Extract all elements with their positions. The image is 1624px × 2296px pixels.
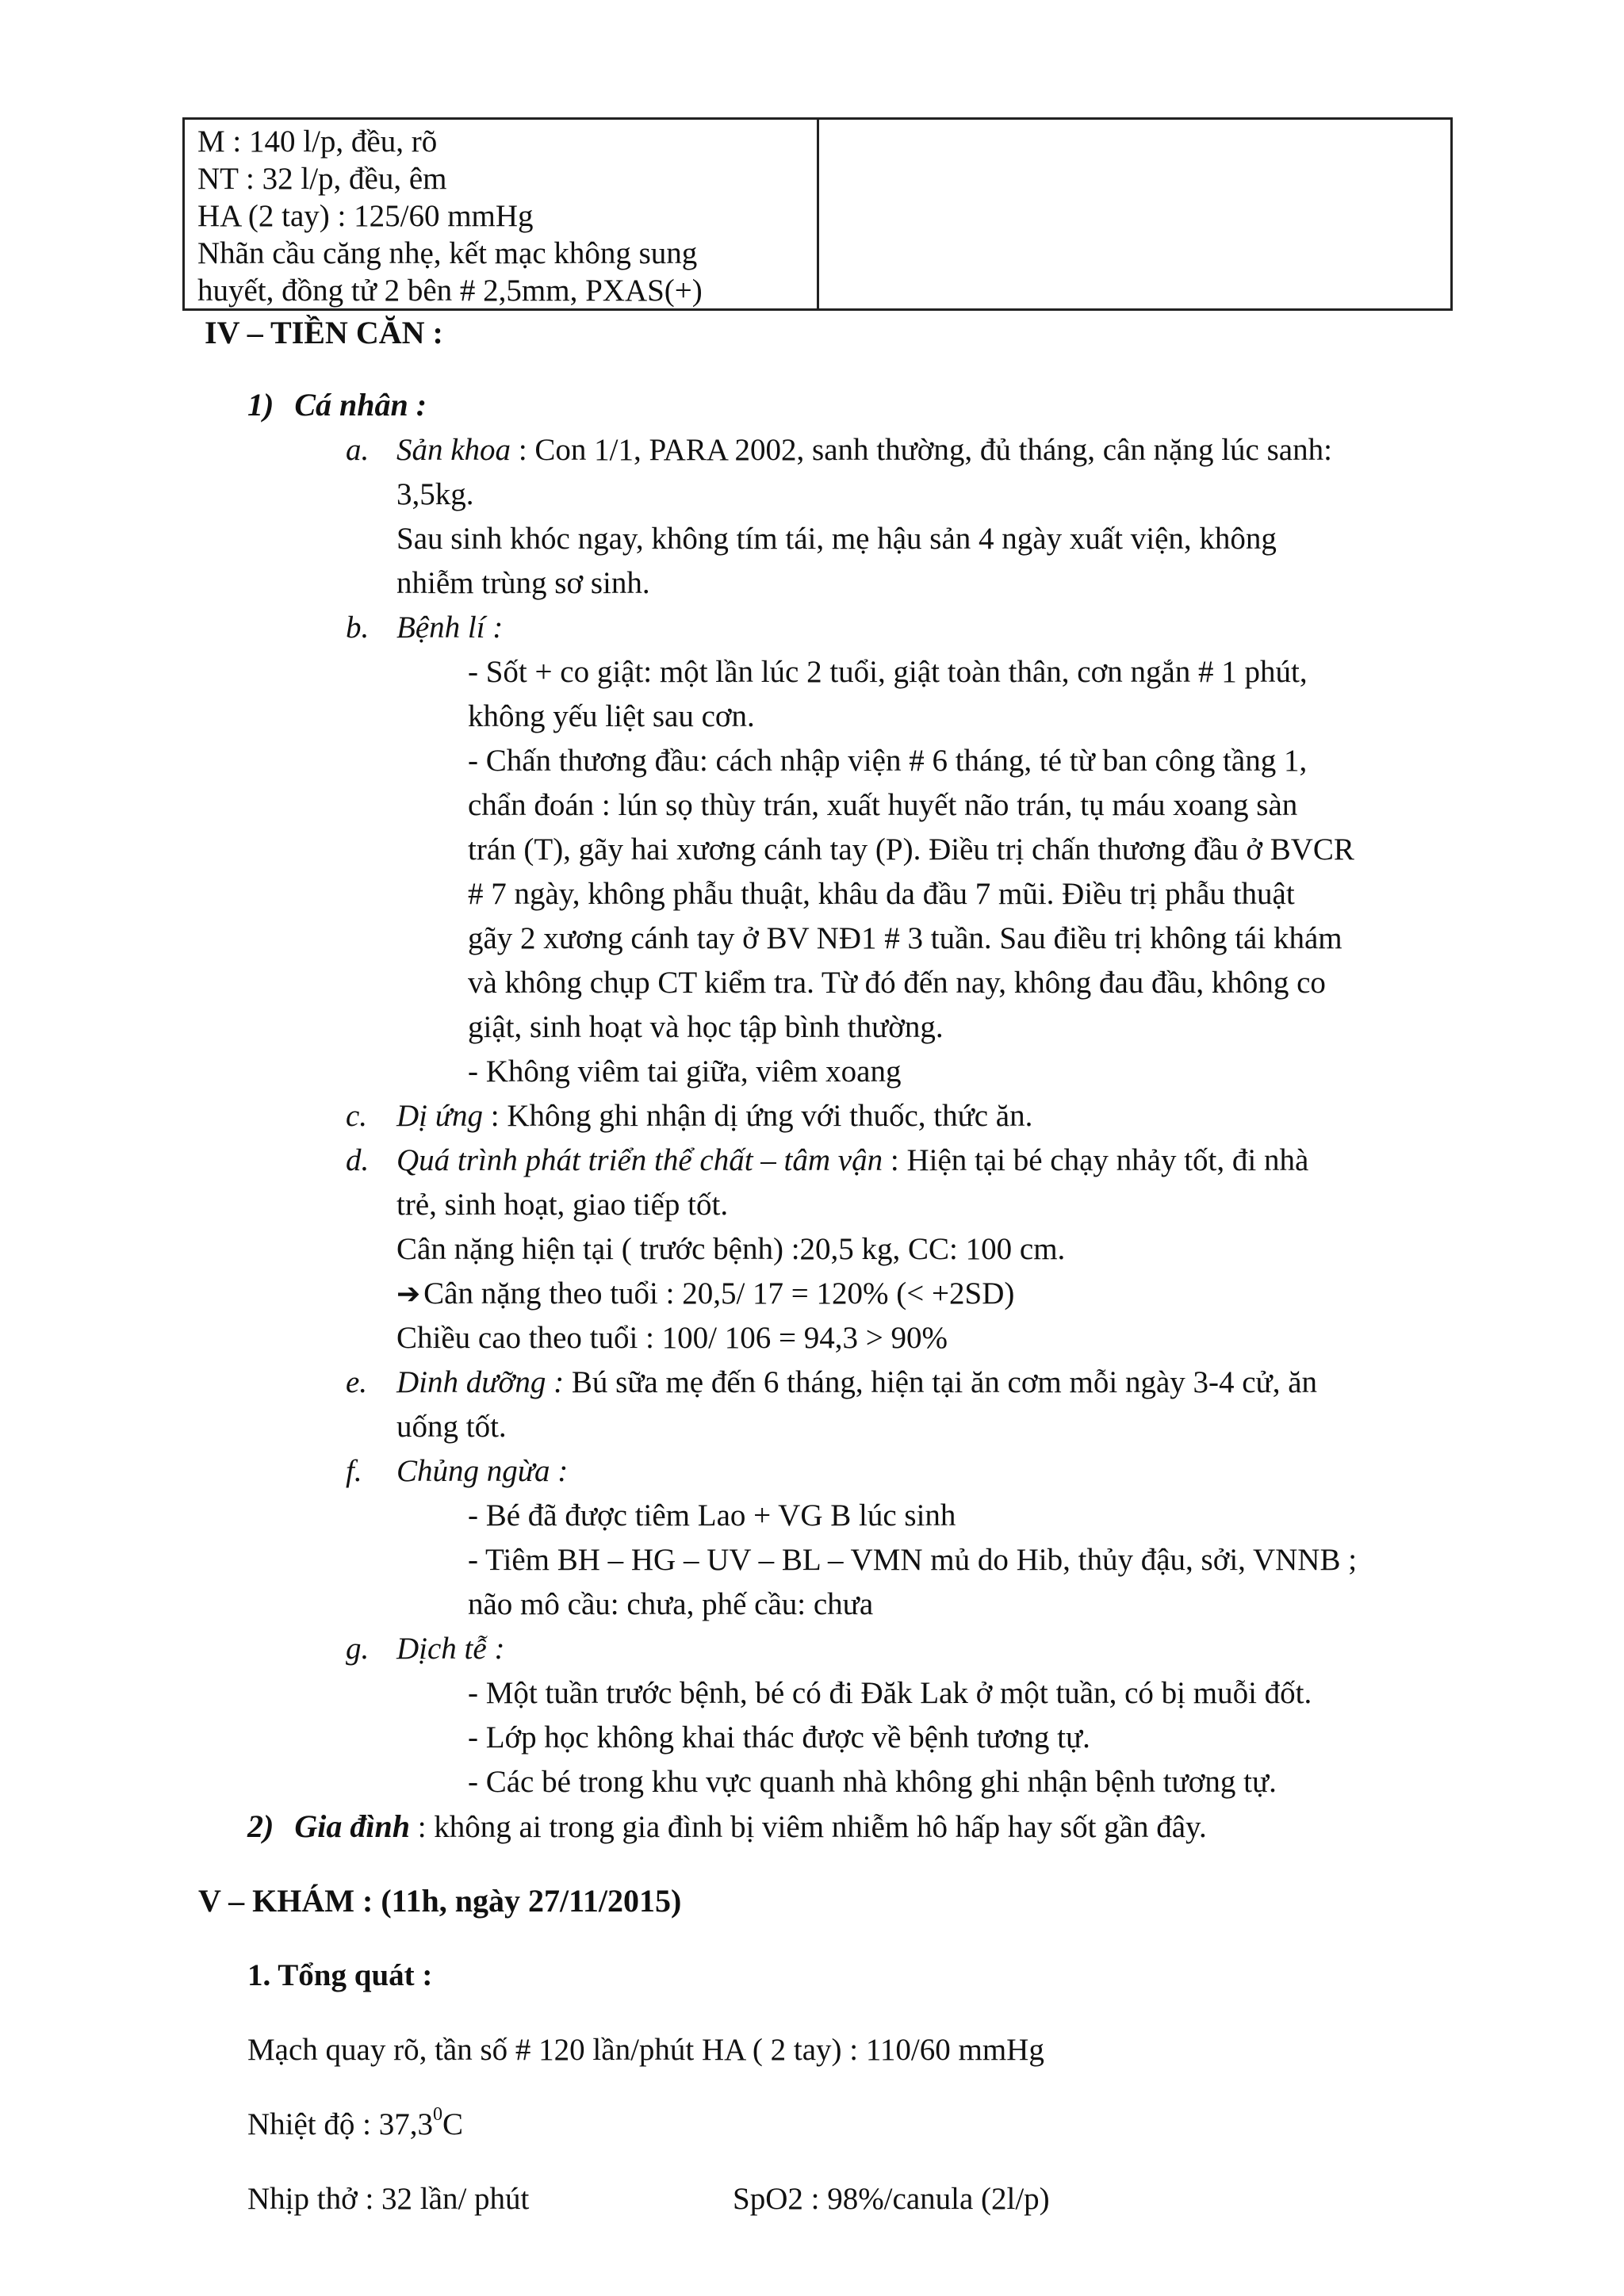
item-a-line: nhiễm trùng sơ sinh. bbox=[396, 566, 650, 600]
item-d-text: : Hiện tại bé chạy nhảy tốt, đi nhà bbox=[883, 1143, 1309, 1177]
vitals-line: NT : 32 l/p, đều, êm bbox=[197, 162, 447, 196]
vitals-cell-right bbox=[819, 120, 1450, 308]
item-g-line: - Lớp học không khai thác được về bệnh tương tự. bbox=[468, 1720, 1090, 1755]
item-e-marker: e. bbox=[346, 1365, 368, 1399]
family-text: : không ai trong gia đình bị viêm nhiễm hô hấp hay sốt gần đây. bbox=[409, 1810, 1207, 1844]
personal-number: 1) bbox=[247, 387, 274, 423]
section-v-heading: V – KHÁM : (11h, ngày 27/11/2015) bbox=[198, 1883, 682, 1919]
family-title: Gia đình bbox=[294, 1808, 410, 1844]
temp-unit: C bbox=[442, 2107, 463, 2141]
item-d-line: trẻ, sinh hoạt, giao tiếp tốt. bbox=[396, 1188, 729, 1222]
item-d-marker: d. bbox=[346, 1143, 370, 1177]
item-d-line: Chiều cao theo tuổi : 100/ 106 = 94,3 > 90% bbox=[396, 1321, 948, 1355]
item-f-marker: f. bbox=[346, 1454, 362, 1488]
item-e-text: Bú sữa mẹ đến 6 tháng, hiện tại ăn cơm mỗi ngày 3-4 cử, ăn bbox=[564, 1365, 1317, 1399]
item-d-first-line bbox=[396, 1138, 1308, 1183]
item-b-line: - Không viêm tai giữa, viêm xoang bbox=[468, 1054, 902, 1089]
item-b-line: không yếu liệt sau cơn. bbox=[468, 699, 755, 733]
item-f-line: - Bé đã được tiêm Lao + VG B lúc sinh bbox=[468, 1498, 956, 1533]
respiration-line: Nhịp thở : 32 lần/ phút bbox=[247, 2182, 530, 2216]
item-a-label: Sản khoa bbox=[396, 433, 511, 467]
item-g-label: Dịch tễ : bbox=[396, 1632, 505, 1666]
spo2-line: SpO2 : 98%/canula (2l/p) bbox=[733, 2182, 1050, 2216]
family-number: 2) bbox=[247, 1808, 274, 1844]
item-c-line bbox=[396, 1094, 1032, 1138]
arrow-right-icon: ➔ bbox=[396, 1278, 421, 1311]
temp-degree: 0 bbox=[432, 2104, 442, 2125]
item-d-arrow-line bbox=[396, 1272, 1014, 1317]
item-a-line: Sau sinh khóc ngay, không tím tái, mẹ hậu sản 4 ngày xuất viện, không bbox=[396, 522, 1277, 556]
item-d-label: Quá trình phát triển thể chất – tâm vận bbox=[396, 1143, 883, 1177]
item-b-line: - Sốt + co giật: một lần lúc 2 tuổi, giật toàn thân, cơn ngắn # 1 phút, bbox=[468, 655, 1308, 689]
item-g-line: - Một tuần trước bệnh, bé có đi Đăk Lak ở một tuần, có bị muỗi đốt. bbox=[468, 1676, 1312, 1710]
item-b-line: và không chụp CT kiểm tra. Từ đó đến nay, không đau đầu, không co bbox=[468, 966, 1326, 1000]
item-b-line: giật, sinh hoạt và học tập bình thường. bbox=[468, 1010, 944, 1044]
item-b-line: # 7 ngày, không phẫu thuật, khâu da đầu 7 mũi. Điều trị phẫu thuật bbox=[468, 877, 1295, 911]
personal-title: Cá nhân : bbox=[294, 387, 427, 423]
vitals-table bbox=[182, 117, 1453, 311]
item-d-line: Cân nặng hiện tại ( trước bệnh) :20,5 kg, CC: 100 cm. bbox=[396, 1232, 1066, 1266]
item-a-marker: a. bbox=[346, 433, 370, 467]
family-line bbox=[247, 1804, 1207, 1850]
item-c-marker: c. bbox=[346, 1099, 368, 1133]
item-b-line: chẩn đoán : lún sọ thùy trán, xuất huyết não trán, tụ máu xoang sàn bbox=[468, 788, 1298, 822]
pulse-line: Mạch quay rõ, tần số # 120 lần/phút HA ( 2 tay) : 110/60 mmHg bbox=[247, 2033, 1044, 2067]
item-a-line: 3,5kg. bbox=[396, 477, 474, 511]
item-f-line: não mô cầu: chưa, phế cầu: chưa bbox=[468, 1587, 874, 1621]
item-b-label: Bệnh lí : bbox=[396, 610, 504, 645]
temperature-line bbox=[247, 2103, 463, 2147]
section-iv-heading: IV – TIỀN CĂN : bbox=[205, 315, 443, 350]
vitals-line: huyết, đồng tử 2 bên # 2,5mm, PXAS(+) bbox=[197, 274, 703, 308]
vitals-line: HA (2 tay) : 125/60 mmHg bbox=[197, 199, 534, 233]
item-g-marker: g. bbox=[346, 1632, 370, 1666]
item-g-line: - Các bé trong khu vực quanh nhà không ghi nhận bệnh tương tự. bbox=[468, 1765, 1277, 1799]
item-c-label: Dị ứng bbox=[396, 1099, 484, 1133]
item-e-first-line bbox=[396, 1360, 1317, 1405]
vitals-line: Nhãn cầu căng nhẹ, kết mạc không sung bbox=[197, 236, 698, 270]
item-d-weight-age: Cân nặng theo tuổi : 20,5/ 17 = 120% (< +2SD) bbox=[423, 1276, 1015, 1311]
item-b-line: trán (T), gãy hai xương cánh tay (P). Điều trị chấn thương đầu ở BVCR bbox=[468, 832, 1354, 867]
item-f-line: - Tiêm BH – HG – UV – BL – VMN mủ do Hib, thủy đậu, sởi, VNNB ; bbox=[468, 1543, 1358, 1577]
item-c-text: : Không ghi nhận dị ứng với thuốc, thức ăn. bbox=[483, 1099, 1033, 1133]
vitals-line: M : 140 l/p, đều, rõ bbox=[197, 124, 438, 159]
general-heading: 1. Tổng quát : bbox=[247, 1958, 433, 1992]
item-a-first-line bbox=[396, 428, 1332, 473]
personal-heading bbox=[247, 383, 427, 427]
item-e-label: Dinh dưỡng : bbox=[396, 1365, 565, 1399]
item-a-text: : Con 1/1, PARA 2002, sanh thường, đủ tháng, cân nặng lúc sanh: bbox=[511, 433, 1332, 467]
item-e-line: uống tốt. bbox=[396, 1410, 507, 1444]
item-b-line: - Chấn thương đầu: cách nhập viện # 6 tháng, té từ ban công tầng 1, bbox=[468, 744, 1308, 778]
temp-value: Nhiệt độ : 37,3 bbox=[247, 2107, 433, 2141]
vitals-cell-left bbox=[185, 120, 819, 308]
item-b-line: gãy 2 xương cánh tay ở BV NĐ1 # 3 tuần. Sau điều trị không tái khám bbox=[468, 921, 1342, 955]
item-b-marker: b. bbox=[346, 610, 370, 645]
item-f-label: Chủng ngừa : bbox=[396, 1454, 569, 1488]
